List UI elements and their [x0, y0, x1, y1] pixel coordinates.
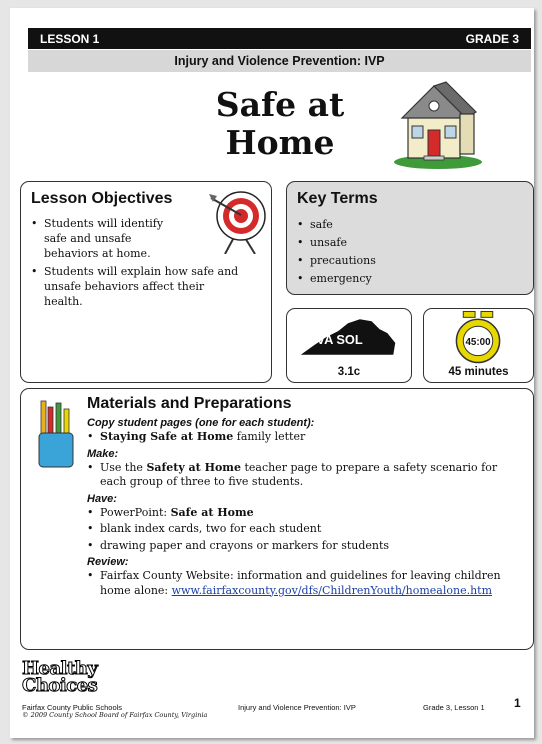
house-icon — [392, 78, 484, 170]
objective-item: • Students will explain how safe and unsafe behaviors affect their health. — [31, 264, 241, 309]
review-item — [87, 569, 523, 598]
page-number: 1 — [514, 696, 521, 710]
footer-copyright: © 2009 County School Board of Fairfax County, Virginia — [22, 711, 208, 719]
have-ppt-pre: PowerPoint: — [100, 505, 171, 519]
footer-center: Injury and Violence Prevention: IVP — [238, 703, 356, 712]
target-icon — [209, 188, 269, 254]
sol-badge-text: VA SOL — [316, 331, 363, 347]
materials-panel — [20, 388, 534, 650]
virginia-map-icon — [287, 309, 411, 365]
sol-code: 3.1c — [337, 366, 361, 378]
copy-list — [87, 430, 523, 445]
copy-item — [87, 430, 523, 445]
sol-badge — [286, 308, 412, 383]
lesson-number: LESSON 1 — [40, 31, 100, 46]
logo-line-2: Choices — [22, 675, 98, 696]
make-pre: Use the — [100, 460, 147, 474]
key-terms-heading: Key Terms — [297, 190, 378, 207]
title-line-2: Home — [225, 123, 335, 162]
materials-heading: Materials and Preparations — [87, 395, 292, 412]
make-list — [87, 461, 523, 490]
copy-label: Copy student pages (one for each student): — [87, 417, 315, 429]
page — [10, 8, 534, 738]
make-item — [87, 461, 523, 490]
title-line-1: Safe at — [215, 85, 345, 124]
copy-item-rest: family letter — [233, 430, 306, 443]
objectives-list — [31, 216, 239, 309]
time-label: 45 minutes — [448, 366, 509, 378]
key-term-item: • precautions — [297, 252, 523, 270]
key-term-item: • unsafe — [297, 234, 523, 252]
pencil-cup-icon — [37, 399, 77, 469]
footer-right: Grade 3, Lesson 1 — [423, 703, 485, 712]
timer-display: 45:00 — [465, 336, 491, 348]
key-term-item: • safe — [297, 216, 523, 234]
time-badge — [423, 308, 534, 383]
make-bold: Safety at Home — [146, 460, 241, 474]
lesson-header-bar — [28, 28, 531, 49]
review-label: Review: — [87, 556, 129, 568]
have-item: • drawing paper and crayons or markers for students — [87, 539, 523, 554]
copy-item-bold: Staying Safe at Home — [100, 430, 234, 443]
unit-subtitle: Injury and Violence Prevention: IVP — [28, 50, 531, 72]
lesson-objectives-panel — [20, 181, 272, 383]
logo-line-1: Healthy — [22, 658, 98, 679]
have-list — [87, 506, 523, 554]
page-title — [160, 86, 400, 162]
have-label: Have: — [87, 492, 117, 505]
healthy-choices-logo — [22, 660, 97, 694]
objectives-heading: Lesson Objectives — [31, 190, 173, 207]
key-term-item: • emergency — [297, 270, 523, 288]
footer-org: Fairfax County Public Schools — [22, 703, 123, 712]
review-link[interactable]: www.fairfaxcounty.gov/dfs/ChildrenYouth/homealone.htm — [171, 583, 493, 597]
have-item: • blank index cards, two for each student — [87, 522, 523, 537]
have-item — [87, 506, 523, 521]
review-text: Fairfax County Website: information and guidelines for leaving children home alone: — [100, 569, 501, 597]
objective-item: • Students will identify safe and unsafe behaviors at home. — [31, 216, 181, 261]
review-list — [87, 569, 523, 598]
grade-label: GRADE 3 — [465, 31, 519, 46]
stopwatch-icon — [424, 309, 533, 365]
have-ppt-bold: Safe at Home — [170, 505, 254, 519]
make-post: teacher page to prepare a safety scenario for each group of three to five students. — [100, 460, 498, 488]
key-terms-list — [297, 216, 523, 288]
key-terms-panel — [286, 181, 534, 295]
make-label: Make: — [87, 447, 119, 460]
